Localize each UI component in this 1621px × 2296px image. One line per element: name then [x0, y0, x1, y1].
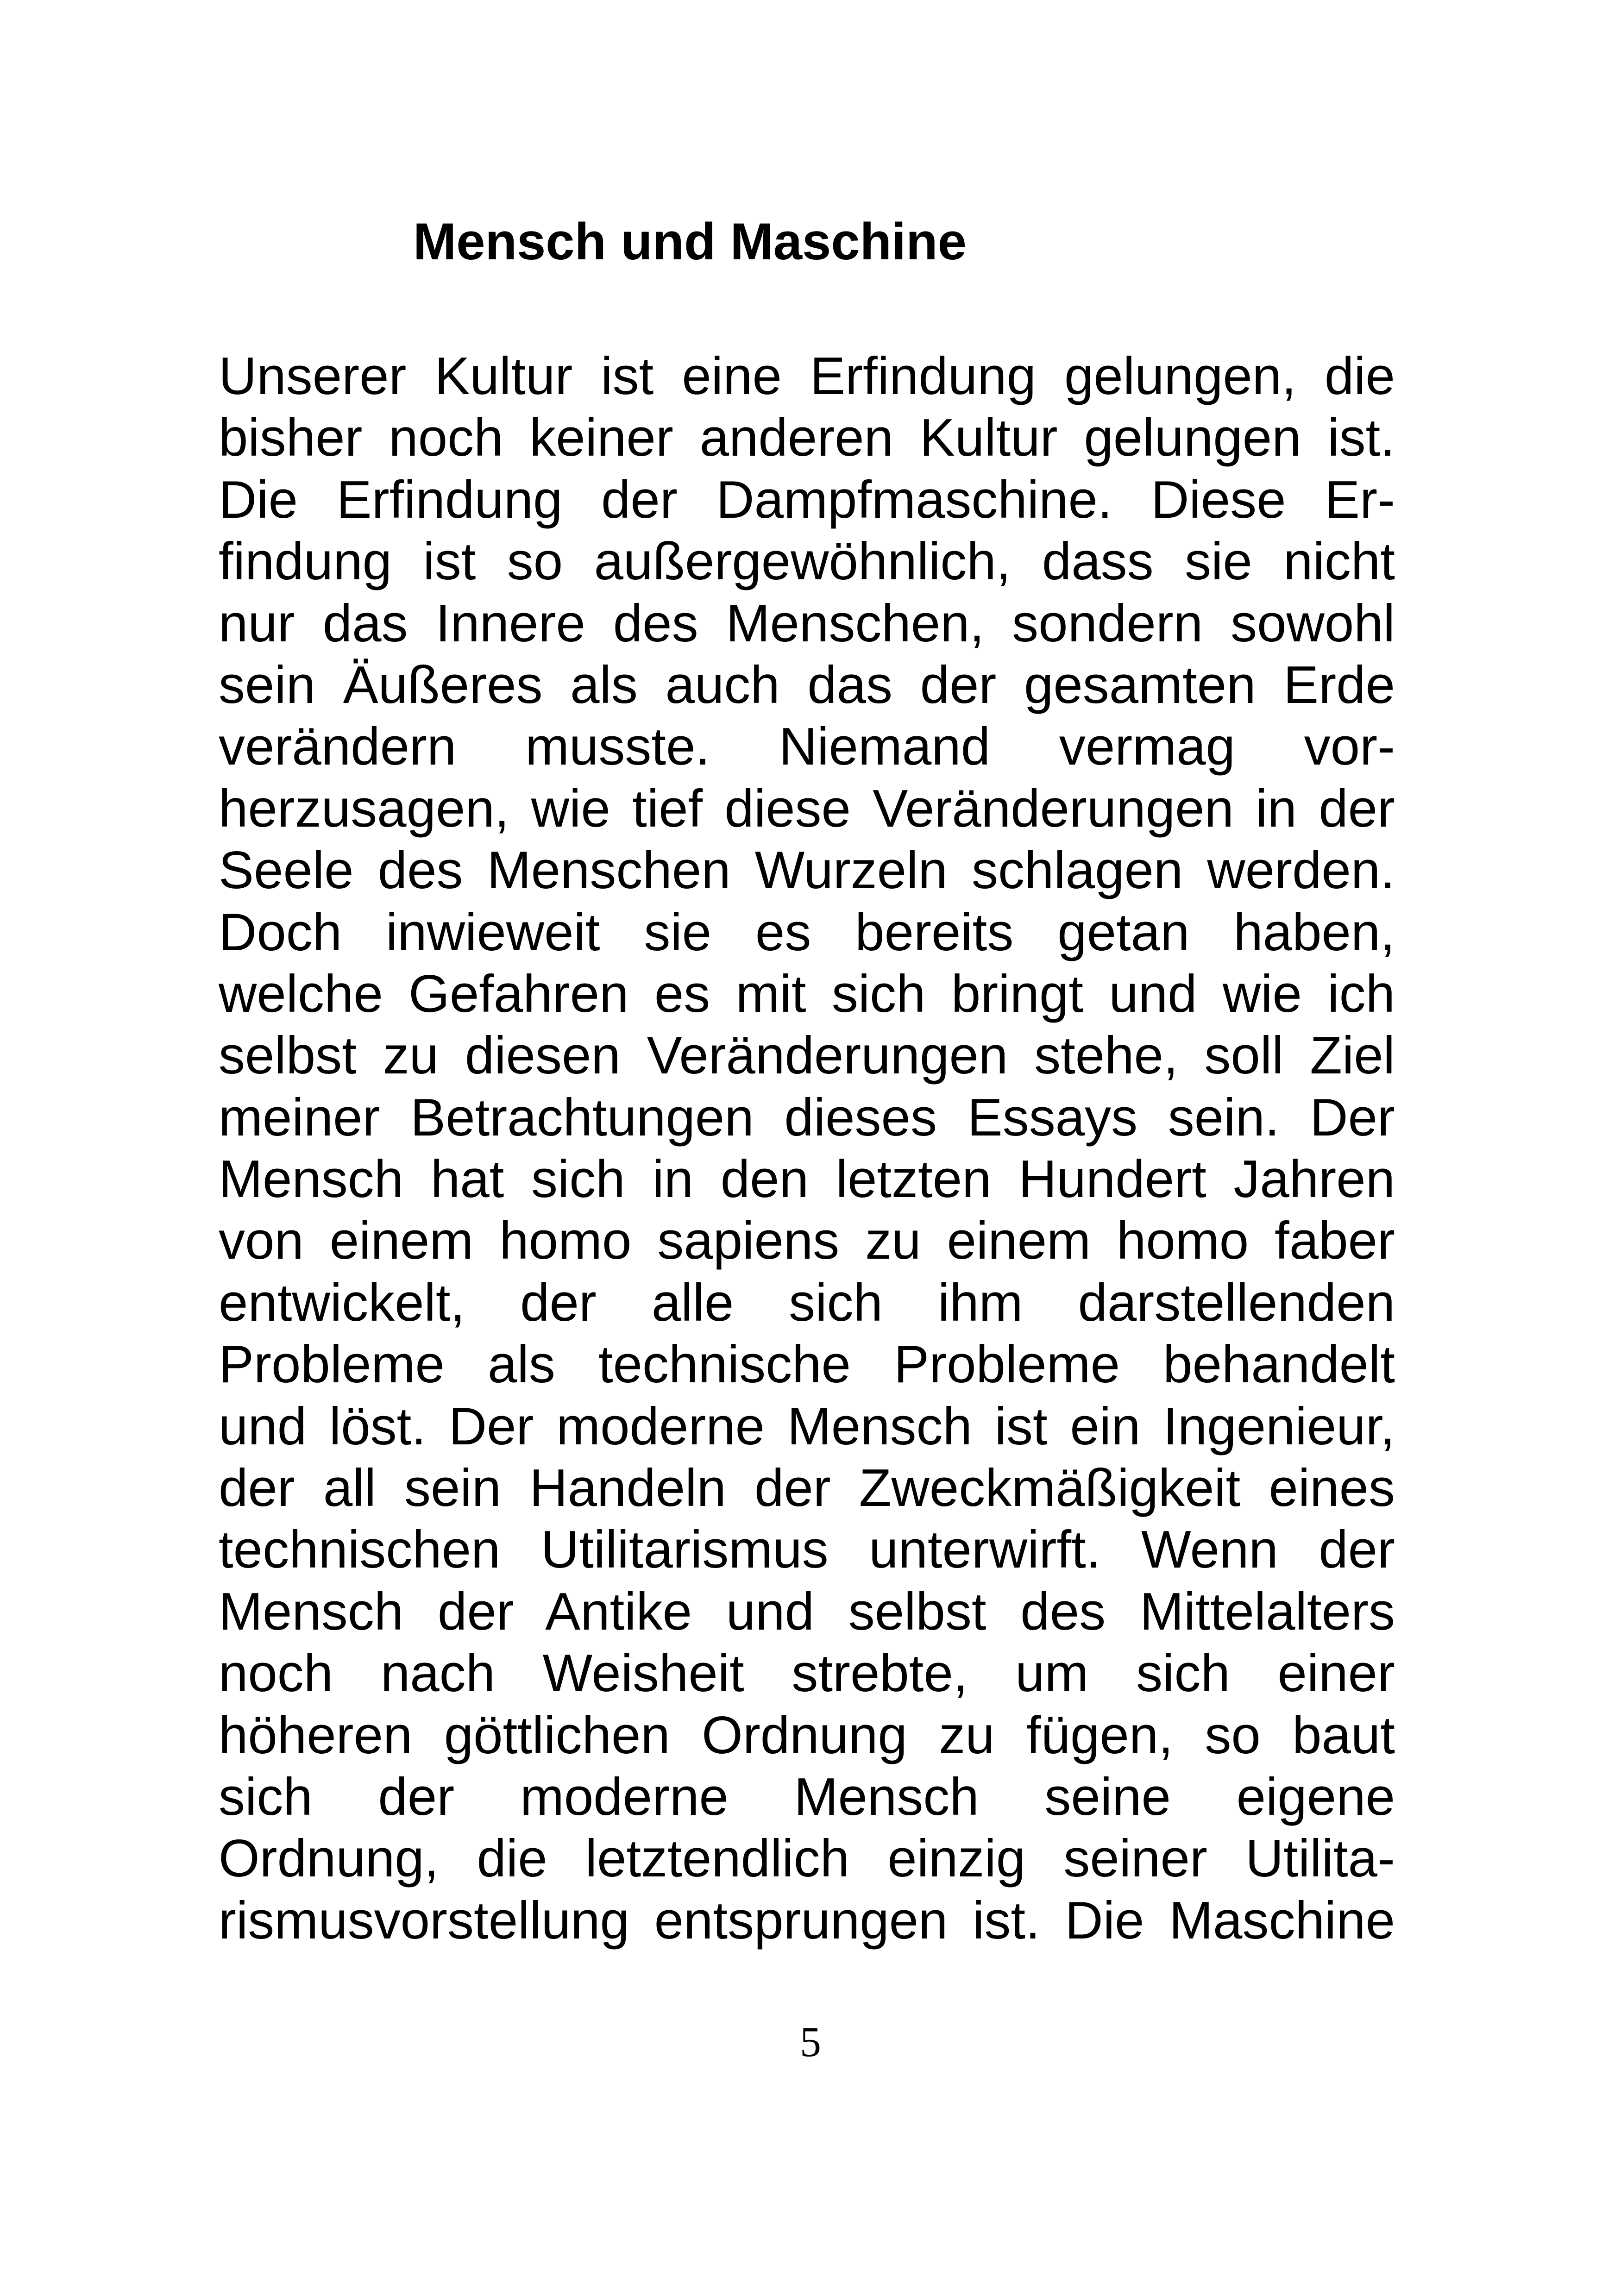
- text-line: Die Erfindung der Dampfmaschine. Diese Er-: [219, 470, 1395, 529]
- body-paragraph: [219, 345, 1395, 1951]
- text-line: Mensch der Antike und selbst des Mittelalters: [219, 1582, 1395, 1641]
- text-line: höheren göttlichen Ordnung zu fügen, so baut: [219, 1706, 1395, 1765]
- text-line: findung ist so außergewöhnlich, dass sie nicht: [219, 532, 1395, 591]
- text-line: und löst. Der moderne Mensch ist ein Ingenieur,: [219, 1397, 1395, 1456]
- text-line: sein Äußeres als auch das der gesamten Erde: [219, 655, 1395, 715]
- text-line: Probleme als technische Probleme behandelt: [219, 1335, 1395, 1394]
- text-line: verändern musste. Niemand vermag vor-: [219, 717, 1395, 777]
- text-line: bisher noch keiner anderen Kultur gelungen ist.: [219, 408, 1395, 468]
- text-line: welche Gefahren es mit sich bringt und wie ich: [219, 964, 1395, 1023]
- text-line: von einem homo sapiens zu einem homo faber: [219, 1211, 1395, 1271]
- text-line: noch nach Weisheit strebte, um sich einer: [219, 1644, 1395, 1703]
- text-line: technischen Utilitarismus unterwirft. Wenn der: [219, 1520, 1395, 1580]
- text-line: Mensch hat sich in den letzten Hundert Jahren: [219, 1150, 1395, 1209]
- text-line: nur das Innere des Menschen, sondern sowohl: [219, 594, 1395, 653]
- text-line: sich der moderne Mensch seine eigene: [219, 1767, 1395, 1826]
- text-line: herzusagen, wie tief diese Veränderungen in der: [219, 779, 1395, 838]
- text-line: Unserer Kultur ist eine Erfindung gelungen, die: [219, 347, 1395, 406]
- text-line: entwickelt, der alle sich ihm darstellenden: [219, 1273, 1395, 1332]
- text-line: der all sein Handeln der Zweckmäßigkeit eines: [219, 1459, 1395, 1518]
- text-line: Ordnung, die letztendlich einzig seiner Utilita-: [219, 1829, 1395, 1888]
- text-line: Seele des Menschen Wurzeln schlagen werden.: [219, 841, 1395, 900]
- chapter-title: Mensch und Maschine: [413, 213, 967, 270]
- text-line: rismusvorstellung entsprungen ist. Die Maschine: [219, 1891, 1395, 1950]
- text-line: meiner Betrachtungen dieses Essays sein. Der: [219, 1088, 1395, 1147]
- page-number: 5: [800, 2018, 821, 2065]
- text-line: Doch inwieweit sie es bereits getan haben,: [219, 903, 1395, 962]
- text-line: selbst zu diesen Veränderungen stehe, soll Ziel: [219, 1026, 1395, 1085]
